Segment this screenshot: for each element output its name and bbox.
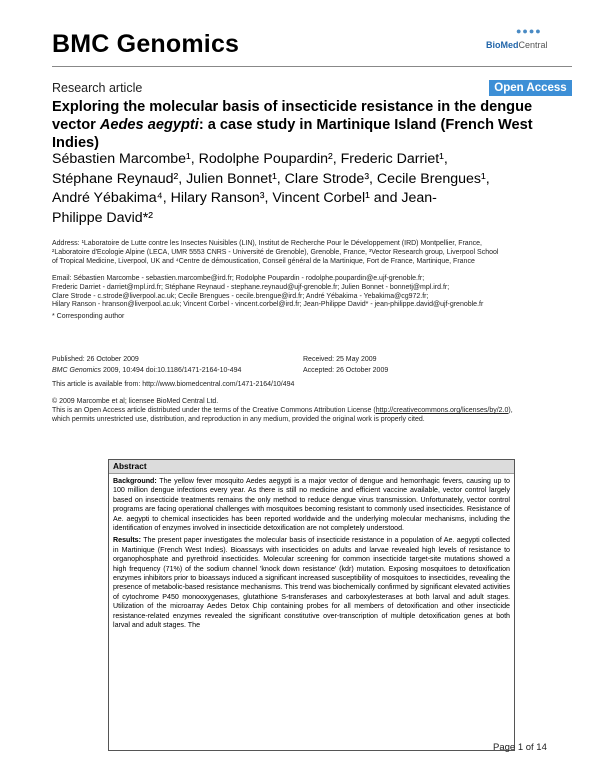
citation: BMC Genomics 2009, 10:494 doi:10.1186/1471-2164-10-494	[52, 367, 242, 374]
abstract-box	[108, 459, 515, 751]
address-line: Address: ¹Laboratoire de Lutte contre les Insectes Nuisibles (LIN), Institut de Recherche Pour le Développement (IRD) Montpellier, France,	[52, 240, 482, 247]
license-statement: This is an Open Access article distributed under the terms of the Creative Commons Attribution License (http://creativecommons.org/licenses/by/2.0), which permits unrestricted use, distribution, and reproduction in any medium, provided the original work is properly cited.	[52, 407, 513, 423]
abstract-background: Background: The yellow fever mosquito Aedes aegypti is a major vector of dengue and hemorrhagic fevers, causing up to 100 million dengue infections every year. As there is still no medicine and efficient vaccine available, vector control largely based on insecticide treatments remains the only method to reduce dengue virus transmission. Unfortunately, vector control programs are facing operational challenges with mosquitoes becoming resistant to commonly used insecticides. Resistance of Ae. aegypti to chemical insecticides has been reported worldwide and the underlying molecular mechanisms, including the identification of enzymes involved in insecticide detoxification are not completely understood.	[113, 477, 510, 533]
authors-line: Stéphane Reynaud², Julien Bonnet¹, Clare Strode³, Cecile Brengues¹,	[52, 170, 490, 187]
copyright: © 2009 Marcombe et al; licensee BioMed Central Ltd.	[52, 398, 219, 405]
author-emails	[52, 275, 572, 310]
header-rule	[52, 66, 572, 67]
corresponding-author-note: * Corresponding author	[52, 313, 125, 320]
email-line[interactable]: Hilary Ranson - hranson@liverpool.ac.uk; Vincent Corbel - vincent.corbel@ird.fr; Jean-Philippe David* - jean-philippe.david@ujf-grenoble.fr	[52, 301, 484, 309]
biomed-central-logo	[486, 26, 570, 52]
author-list	[52, 150, 572, 228]
license-link[interactable]: http://creativecommons.org/licenses/by/2.0	[375, 407, 509, 414]
authors-line: Sébastien Marcombe¹, Rodolphe Poupardin², Frederic Darriet¹,	[52, 151, 448, 167]
address-line: of Tropical Medicine, Liverpool, UK and ⁴Centre de démoustication, Conseil général de la Martinique, Fort de France, Martinique, France	[52, 257, 475, 265]
logo-dots-icon: ●●●●	[516, 26, 542, 36]
abstract-heading: Abstract	[109, 460, 514, 474]
address-line: ²Laboratoire d'Ecologie Alpine (LECA, UMR 5553 CNRS - Université de Grenoble), Grenoble, France, ³Vector Research group, Liverpool School	[52, 248, 499, 256]
article-type: Research article	[52, 81, 143, 95]
abstract-results: Results: The present paper investigates the molecular basis of insecticide resistance in a population of Ae. aegypti collected in Martinique (French West Indies). Bioassays with insecticides on adults and larvae revealed high levels of resistance to organophosphate and pyrethroid insecticides. Molecular screening for common insecticide target-site mutations showed a high frequency (71%) of the sodium channel 'knock down resistance' (kdr) mutation. Exposing mosquitoes to detoxification enzymes inhibitors prior to bioassays induced a significant increased susceptibility of mosquitoes to insecticides, revealing the presence of metabolic-based resistance mechanisms. This trend was biochemically confirmed by significant elevated activities of cytochrome P450 monooxygenases, glutathione S-transferases and carboxylesterases at both larval and adult stages. Utilization of the microarray Aedes Detox Chip containing probes for all members of detoxification and other insecticide resistance-related enzymes revealed the significant constitutive over-transcription of multiple detoxification genes at both larval and adult stages. The	[113, 536, 510, 630]
open-access-badge: Open Access	[489, 80, 572, 96]
received-date: Received: 25 May 2009	[303, 356, 377, 363]
published-date: Published: 26 October 2009	[52, 356, 139, 363]
email-line[interactable]: Email: Sébastien Marcombe - sebastien.marcombe@ird.fr; Rodolphe Poupardin - rodolphe.poupardin@e.ujf-grenoble.fr;	[52, 275, 425, 282]
authors-line: André Yébakima⁴, Hilary Ranson³, Vincent Corbel¹ and Jean-	[52, 190, 437, 206]
affiliations	[52, 240, 572, 266]
email-line[interactable]: Clare Strode - c.strode@liverpool.ac.uk; Cecile Brengues - cecile.brengue@ird.fr; André Yébakima - Yebakima@cg972.fr;	[52, 292, 429, 300]
authors-line: Philippe David*²	[52, 209, 153, 226]
logo-text: BioMedCentral	[486, 40, 548, 50]
article-title: Exploring the molecular basis of insecticide resistance in the dengue vector Aedes aegypti: a case study in Martinique Island (French West Indies)	[52, 99, 533, 151]
article-url[interactable]: This article is available from: http://www.biomedcentral.com/1471-2164/10/494	[52, 381, 295, 388]
page-number: Page 1 of 14	[493, 742, 547, 753]
journal-title: BMC Genomics	[52, 30, 240, 58]
email-line[interactable]: Frederic Darriet - darriet@mpl.ird.fr; Stéphane Reynaud - stephane.reynaud@ujf-grenoble.fr; Julien Bonnet - bonnetj@mpl.ird.fr;	[52, 283, 450, 291]
accepted-date: Accepted: 26 October 2009	[303, 367, 389, 374]
